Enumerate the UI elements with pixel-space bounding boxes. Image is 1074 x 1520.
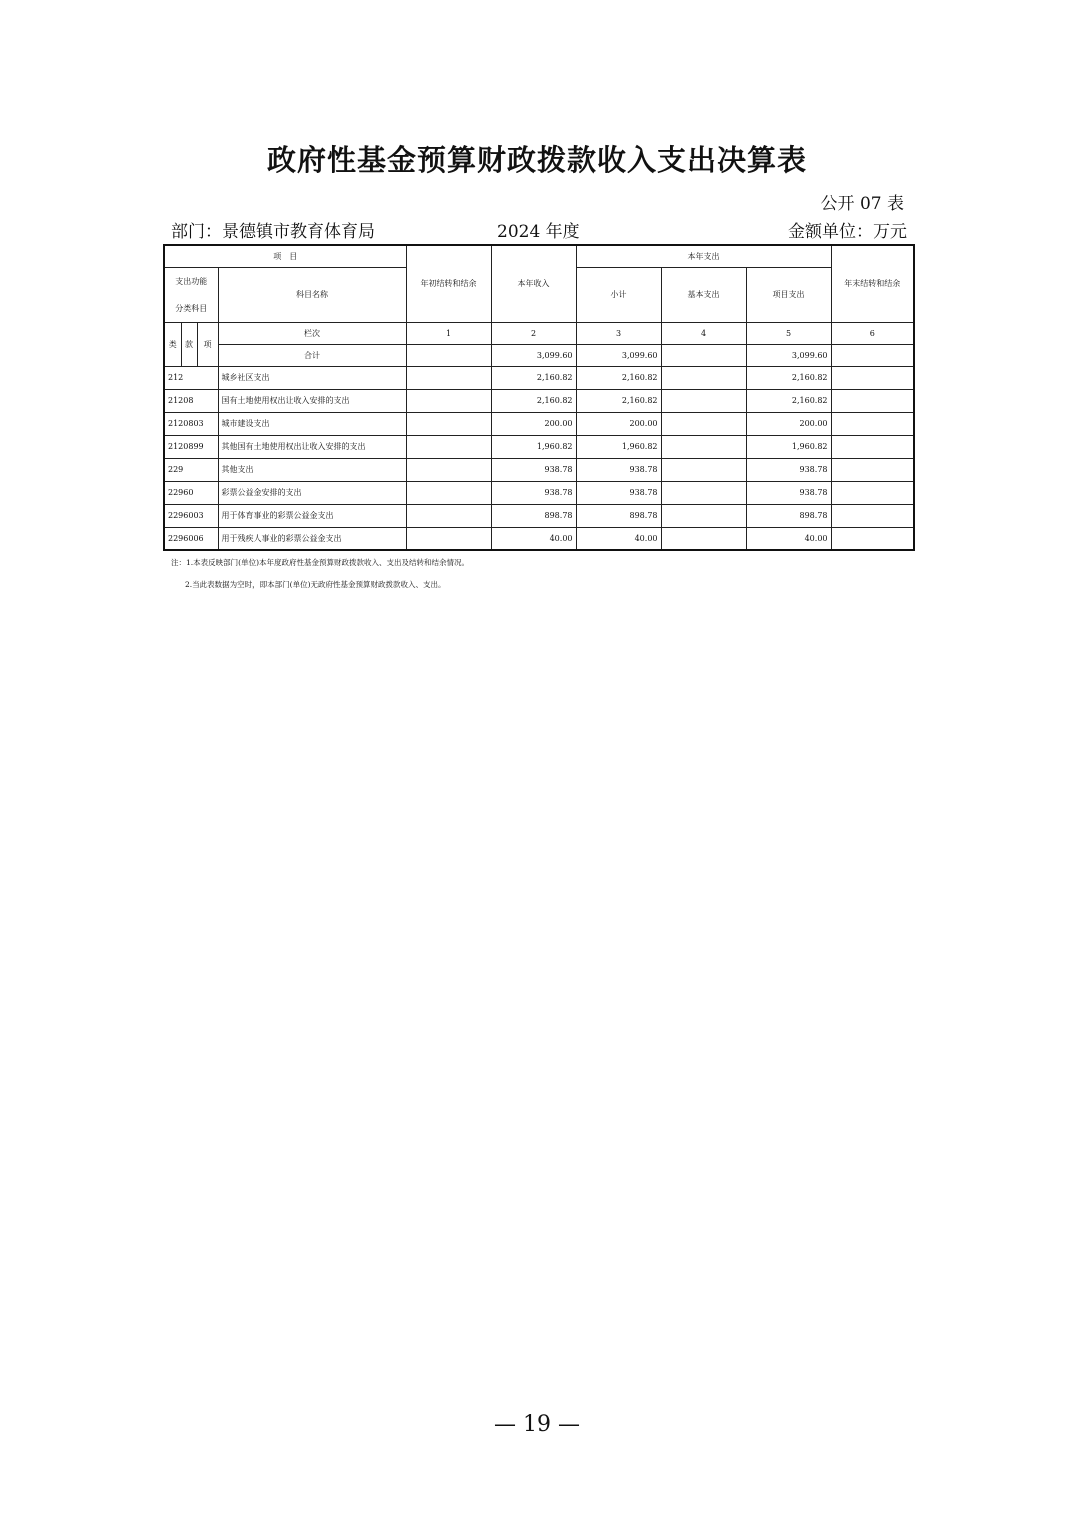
row-begin	[406, 481, 491, 504]
row-basic	[661, 366, 746, 389]
row-income: 200.00	[491, 412, 576, 435]
row-project: 938.78	[746, 481, 831, 504]
row-project: 898.78	[746, 504, 831, 527]
row-income: 938.78	[491, 458, 576, 481]
row-subtotal: 898.78	[576, 504, 661, 527]
row-end	[831, 412, 914, 435]
page-number: — 19 —	[494, 1412, 580, 1437]
total-label: 合计	[218, 344, 406, 366]
row-subtotal: 938.78	[576, 481, 661, 504]
row-project: 1,960.82	[746, 435, 831, 458]
header-col1: 1	[406, 322, 491, 344]
row-end	[831, 366, 914, 389]
row-project: 2,160.82	[746, 389, 831, 412]
header-col2: 2	[491, 322, 576, 344]
row-code: 229	[164, 458, 218, 481]
budget-table	[163, 244, 915, 551]
header-project: 项目支出	[746, 267, 831, 322]
row-basic	[661, 504, 746, 527]
row-begin	[406, 366, 491, 389]
header-col5: 5	[746, 322, 831, 344]
row-basic	[661, 389, 746, 412]
header-col6: 6	[831, 322, 914, 344]
row-begin	[406, 412, 491, 435]
row-income: 938.78	[491, 481, 576, 504]
row-begin	[406, 527, 491, 550]
header-begin-balance: 年初结转和结余	[406, 245, 491, 322]
form-number: 公开 07 表	[820, 194, 904, 214]
row-code: 22960	[164, 481, 218, 504]
row-begin	[406, 458, 491, 481]
row-end	[831, 481, 914, 504]
header-kuan: 款	[181, 322, 197, 366]
header-func-class-line1: 支出功能	[175, 276, 208, 286]
row-end	[831, 458, 914, 481]
row-subtotal: 938.78	[576, 458, 661, 481]
table-row	[164, 504, 914, 527]
header-func-class-line2: 分类科目	[175, 303, 208, 313]
header-subject-name: 科目名称	[218, 267, 406, 322]
total-begin	[406, 344, 491, 366]
row-project: 2,160.82	[746, 366, 831, 389]
header-xiang: 项	[197, 322, 218, 366]
row-code: 21208	[164, 389, 218, 412]
header-income: 本年收入	[491, 245, 576, 322]
row-code: 2296006	[164, 527, 218, 550]
row-code: 2120899	[164, 435, 218, 458]
row-project: 40.00	[746, 527, 831, 550]
row-begin	[406, 389, 491, 412]
header-subtotal: 小计	[576, 267, 661, 322]
row-end	[831, 435, 914, 458]
note-1: 注：1.本表反映部门(单位)本年度政府性基金预算财政拨款收入、支出及结转和结余情况。	[171, 558, 470, 567]
row-income: 2,160.82	[491, 366, 576, 389]
row-income: 1,960.82	[491, 435, 576, 458]
total-income: 3,099.60	[491, 344, 576, 366]
row-end	[831, 389, 914, 412]
header-expense: 本年支出	[576, 245, 831, 267]
row-subtotal: 1,960.82	[576, 435, 661, 458]
row-subtotal: 200.00	[576, 412, 661, 435]
row-code: 2120803	[164, 412, 218, 435]
header-item: 项 目	[164, 245, 406, 267]
row-basic	[661, 481, 746, 504]
row-name: 国有土地使用权出让收入安排的支出	[218, 389, 406, 412]
row-begin	[406, 504, 491, 527]
total-basic	[661, 344, 746, 366]
unit-label: 金额单位：万元	[788, 222, 907, 242]
row-name: 彩票公益金安排的支出	[218, 481, 406, 504]
total-project: 3,099.60	[746, 344, 831, 366]
row-begin	[406, 435, 491, 458]
meta-line	[165, 217, 907, 241]
row-basic	[661, 412, 746, 435]
row-subtotal: 2,160.82	[576, 389, 661, 412]
row-basic	[661, 458, 746, 481]
page-title: 政府性基金预算财政拨款收入支出决算表	[266, 143, 807, 177]
row-income: 40.00	[491, 527, 576, 550]
total-row	[164, 344, 914, 366]
header-lei: 类	[164, 322, 181, 366]
row-name: 用于残疾人事业的彩票公益金支出	[218, 527, 406, 550]
table-row	[164, 527, 914, 550]
row-subtotal: 40.00	[576, 527, 661, 550]
header-column-seq: 栏次	[218, 322, 406, 344]
row-name: 其他国有土地使用权出让收入安排的支出	[218, 435, 406, 458]
row-code: 2296003	[164, 504, 218, 527]
table-row	[164, 389, 914, 412]
note-2: 2.当此表数据为空时，即本部门(单位)无政府性基金预算财政拨款收入、支出。	[185, 580, 446, 589]
table-row	[164, 366, 914, 389]
header-col3: 3	[576, 322, 661, 344]
row-end	[831, 527, 914, 550]
row-basic	[661, 435, 746, 458]
header-func-class	[164, 267, 218, 322]
row-end	[831, 504, 914, 527]
header-basic: 基本支出	[661, 267, 746, 322]
total-end	[831, 344, 914, 366]
row-name: 城乡社区支出	[218, 366, 406, 389]
header-col4: 4	[661, 322, 746, 344]
row-income: 2,160.82	[491, 389, 576, 412]
total-subtotal: 3,099.60	[576, 344, 661, 366]
row-income: 898.78	[491, 504, 576, 527]
row-name: 用于体育事业的彩票公益金支出	[218, 504, 406, 527]
department-label: 部门：景德镇市教育体育局	[171, 222, 375, 242]
table-row	[164, 481, 914, 504]
row-project: 938.78	[746, 458, 831, 481]
row-name: 其他支出	[218, 458, 406, 481]
table-row	[164, 435, 914, 458]
row-code: 212	[164, 366, 218, 389]
row-subtotal: 2,160.82	[576, 366, 661, 389]
row-name: 城市建设支出	[218, 412, 406, 435]
table-notes	[171, 557, 469, 590]
header-end-balance: 年末结转和结余	[831, 245, 914, 322]
row-project: 200.00	[746, 412, 831, 435]
year-label: 2024 年度	[497, 222, 580, 242]
table-row	[164, 458, 914, 481]
table-row	[164, 412, 914, 435]
row-basic	[661, 527, 746, 550]
